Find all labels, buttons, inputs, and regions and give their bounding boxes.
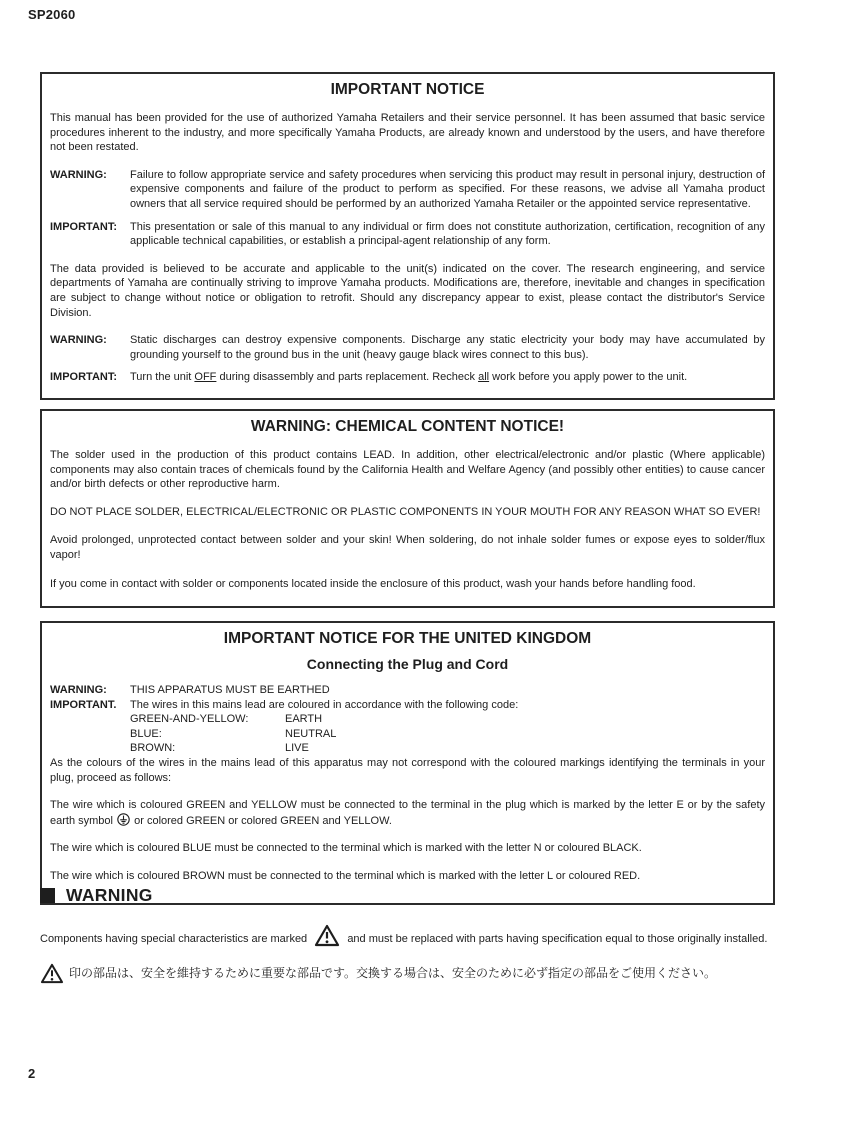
- warning-heading-label: WARNING: [66, 885, 153, 905]
- japanese-warning-line: [40, 963, 784, 984]
- warning-section-heading: [40, 885, 784, 906]
- page-content: [40, 72, 775, 905]
- page-number: 2: [28, 1066, 36, 1081]
- chemical-notice-box: [40, 409, 775, 608]
- important-label: IMPORTANT:: [50, 371, 118, 384]
- important-notice-box: [40, 72, 775, 400]
- warning-label: WARNING:: [50, 168, 107, 181]
- japanese-warning-text: 印の部品は、安全を維持するために重要な部品です。交換する場合は、安全のために必ず指定の部品をご使用ください。: [69, 966, 717, 980]
- warning-label: WARNING:: [50, 334, 107, 347]
- earth-ground-icon: [117, 813, 130, 826]
- wire-color-label: GREEN-AND-YELLOW:: [130, 713, 249, 726]
- text-part: work before you apply power to the unit.: [489, 371, 688, 384]
- text-part: Components having special characteristics are marked: [40, 933, 308, 945]
- important-label: IMPORTANT.: [50, 698, 117, 711]
- important-text: [130, 370, 765, 385]
- important-text: The wires in this mains lead are coloured in accordance with the following code:: [130, 698, 519, 711]
- text-part: The wire which is coloured GREEN and YELLOW must be connected to the terminal in the plug which is marked by the letter E or by the safety earth symbol: [50, 799, 765, 827]
- chemical-paragraph-lead: The solder used in the production of this product contains LEAD. In addition, other electrical/electronic and/or plastic (Where applicable) components may also contain traces of chemicals found by the California Health and Welfare Agency (and possibly other entities) to cause cancer and/or birth defects or other reproductive harm.: [50, 449, 765, 491]
- warning-section: [40, 885, 784, 984]
- chemical-paragraph-skin: Avoid prolonged, unprotected contact between solder and your skin! When soldering, do not inhale solder fumes or expose eyes to solder/flux vapor!: [50, 534, 765, 561]
- text-part: Turn the unit: [130, 371, 195, 384]
- important-text: This presentation or sale of this manual to any individual or firm does not constitute authorization, certification, recognition of any applicable technical capabilities, or establish a principal-agent relationship of any form.: [130, 220, 765, 248]
- uk-notice-subtitle: Connecting the Plug and Cord: [306, 656, 509, 672]
- text-part: and must be replaced with parts having specification equal to those originally installed.: [347, 933, 768, 945]
- text-part: during disassembly and parts replacement. Recheck: [216, 371, 479, 384]
- chemical-paragraph-mouth: DO NOT PLACE SOLDER, ELECTRICAL/ELECTRONIC OR PLASTIC COMPONENTS IN YOUR MOUTH FOR ANY REASON WHAT SO EVER!: [50, 505, 761, 518]
- uk-green-yellow-instruction: [50, 798, 765, 828]
- warning-triangle-icon: [314, 924, 340, 947]
- warning-text: THIS APPARATUS MUST BE EARTHED: [130, 684, 330, 696]
- uk-colours-intro: As the colours of the wires in the mains lead of this apparatus may not correspond with the coloured markings identifying the terminals in your plug, proceed as follows:: [50, 756, 765, 784]
- page-header-model: SP2060: [28, 7, 76, 22]
- warning-text: Static discharges can destroy expensive components. Discharge any static electricity your body may have accumulated by grounding yourself to the ground bus in the unit (heavy gauge black wires connect to this bus).: [130, 334, 765, 361]
- wire-terminal-label: EARTH: [285, 713, 323, 726]
- chemical-paragraph-wash-hands: If you come in contact with solder or components located inside the enclosure of this product, wash your hands before handling food.: [50, 577, 696, 590]
- underlined-off: OFF: [194, 371, 217, 384]
- warning-item-service: [50, 168, 765, 212]
- wire-terminal-label: NEUTRAL: [285, 727, 337, 740]
- uk-brown-instruction: The wire which is coloured BROWN must be connected to the terminal which is marked with the letter L or coloured RED.: [50, 869, 641, 882]
- underlined-all: all: [478, 371, 490, 384]
- wire-code-row: [50, 741, 765, 756]
- warning-text: Failure to follow appropriate service and safety procedures when servicing this product may result in personal injury, destruction of expensive components and failure of the product to perform as specified. For these reasons, we advise all Yamaha product owners that all service required should be performed by an authorized Yamaha Retailer or the appointed service representative.: [130, 168, 765, 210]
- important-notice-title: IMPORTANT NOTICE: [330, 81, 485, 98]
- important-item-power-off: [50, 370, 765, 385]
- wire-color-label: BROWN:: [130, 742, 176, 755]
- black-square-icon: [40, 888, 55, 903]
- uk-warning-item: [50, 683, 765, 698]
- notice-data-paragraph: The data provided is believed to be accurate and applicable to the unit(s) indicated on the cover. The research engineering, and service departments of Yamaha are continually striving to improve Yamaha products. Modifications are, therefore, inevitable and changes in specification are subject to change without notice or obligation to retrofit. Should any discrepancy appear to exist, please contact the distributor's Service Division.: [50, 262, 765, 319]
- indent-spacer: [50, 727, 130, 742]
- uk-important-item: [50, 698, 765, 713]
- text-part: or colored GREEN or colored GREEN and YELLOW.: [134, 814, 392, 827]
- warning-item-static: [50, 333, 765, 362]
- important-item-presentation: [50, 220, 765, 249]
- special-components-paragraph: [40, 924, 784, 947]
- indent-spacer: [50, 712, 130, 727]
- wire-code-row: [50, 712, 765, 727]
- wire-terminal-label: LIVE: [285, 742, 309, 755]
- wire-color-label: BLUE:: [130, 727, 162, 740]
- notice-intro-paragraph: This manual has been provided for the use of authorized Yamaha Retailers and their service personnel. It has been assumed that basic service procedures inherent to the industry, and more specifically Yamaha Products, are already known and understood by the users, and have therefore not been restated.: [50, 112, 765, 154]
- important-label: IMPORTANT:: [50, 220, 118, 233]
- wire-code-row: [50, 727, 765, 742]
- uk-blue-instruction: The wire which is coloured BLUE must be connected to the terminal which is marked with the letter N or coloured BLACK.: [50, 842, 642, 855]
- uk-notice-box: [40, 621, 775, 905]
- chemical-notice-title: WARNING: CHEMICAL CONTENT NOTICE!: [250, 418, 565, 435]
- uk-notice-title: IMPORTANT NOTICE FOR THE UNITED KINGDOM: [223, 630, 592, 647]
- warning-label: WARNING:: [50, 684, 107, 696]
- indent-spacer: [50, 741, 130, 756]
- warning-triangle-icon: [40, 963, 64, 984]
